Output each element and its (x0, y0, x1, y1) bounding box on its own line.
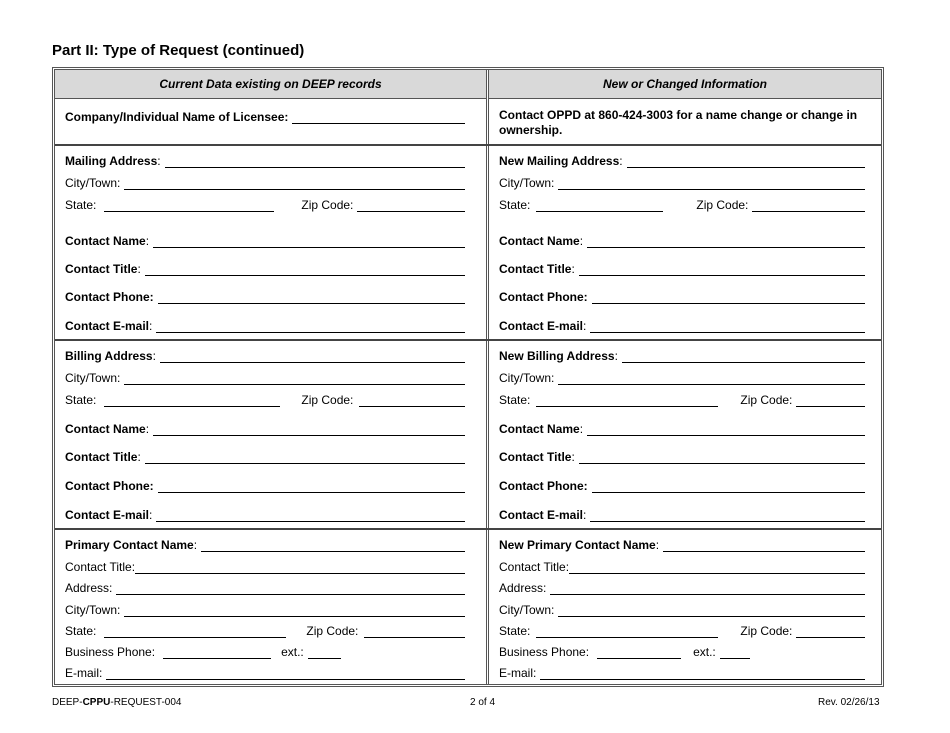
contact-title-label: Contact Title (499, 450, 572, 464)
billing-contact-phone-field[interactable] (158, 480, 465, 493)
state-label: State: (65, 624, 97, 638)
zip-label: Zip Code: (301, 393, 354, 407)
state-label: State: (499, 198, 531, 212)
new-mailing-address-label: New Mailing Address (499, 154, 620, 168)
billing-contact-name-row (65, 420, 465, 436)
colon: : (571, 262, 575, 276)
billing-contact-name-field[interactable] (153, 423, 465, 436)
primary-title-row (65, 558, 465, 574)
address-label: Address: (499, 581, 547, 595)
contact-phone-label: Contact Phone: (499, 290, 588, 304)
new-mailing-state-zip-row (499, 196, 865, 212)
section-divider (55, 528, 881, 530)
primary-title-label: Contact Title: (499, 560, 570, 574)
colon: : (137, 262, 141, 276)
new-mailing-contact-phone-field[interactable] (592, 291, 865, 304)
primary-state-zip-row (65, 622, 465, 638)
primary-email-field[interactable] (106, 667, 465, 680)
colon: : (193, 538, 198, 552)
contact-phone-label: Contact Phone: (65, 290, 154, 304)
company-name-field[interactable] (292, 111, 465, 124)
colon: : (149, 508, 153, 522)
new-primary-phone-row (499, 643, 799, 659)
new-mailing-address-field[interactable] (627, 155, 865, 168)
ext-label: ext.: (281, 645, 304, 659)
city-label: City/Town: (499, 603, 555, 617)
contact-email-label: Contact E-mail (65, 319, 150, 333)
new-billing-city-field[interactable] (558, 372, 865, 385)
colon: : (619, 154, 623, 168)
billing-city-row (65, 369, 465, 385)
new-mailing-address-row (499, 152, 865, 168)
state-label: State: (499, 624, 531, 638)
billing-state-field[interactable] (104, 394, 280, 407)
billing-state-zip-row (65, 391, 465, 407)
primary-state-field[interactable] (104, 625, 286, 638)
new-mailing-contact-name-field[interactable] (587, 235, 865, 248)
primary-title-field[interactable] (135, 561, 465, 574)
colon: : (579, 422, 584, 436)
mailing-contact-name-field[interactable] (153, 235, 465, 248)
current-data-column (55, 70, 486, 684)
billing-contact-title-row (65, 448, 465, 464)
primary-title-label: Contact Title: (65, 560, 136, 574)
section-divider (55, 339, 881, 341)
colon: : (579, 234, 584, 248)
billing-zip-field[interactable] (359, 394, 465, 407)
primary-address-field[interactable] (116, 582, 465, 595)
mailing-contact-title-row (65, 260, 465, 276)
new-billing-contact-name-field[interactable] (587, 423, 865, 436)
colon: : (152, 349, 156, 363)
new-billing-contact-title-row (499, 448, 865, 464)
new-billing-contact-name-row (499, 420, 865, 436)
primary-city-field[interactable] (124, 604, 465, 617)
email-label: E-mail: (499, 666, 537, 680)
page-number: 2 of 4 (470, 697, 496, 708)
new-billing-state-field[interactable] (536, 394, 718, 407)
new-primary-state-field[interactable] (536, 625, 718, 638)
business-phone-label: Business Phone: (499, 645, 590, 659)
new-mailing-zip-field[interactable] (752, 199, 865, 212)
billing-city-field[interactable] (124, 372, 465, 385)
form-id-prefix: DEEP- (52, 697, 83, 708)
contact-name-label: Contact Name (499, 422, 580, 436)
new-info-header: New or Changed Information (489, 70, 881, 99)
city-label: City/Town: (65, 371, 121, 385)
billing-contact-email-field[interactable] (156, 509, 465, 522)
mailing-contact-phone-field[interactable] (158, 291, 465, 304)
new-mailing-contact-phone-row (499, 288, 865, 304)
new-primary-address-field[interactable] (550, 582, 865, 595)
colon: : (571, 450, 575, 464)
primary-phone-field[interactable] (163, 646, 271, 659)
ownership-note: Contact OPPD at 860-424-3003 for a name change or change in ownership. (499, 108, 858, 137)
state-label: State: (65, 393, 97, 407)
company-name-label: Company/Individual Name of Licensee: (65, 110, 289, 124)
contact-title-label: Contact Title (65, 450, 138, 464)
primary-phone-row (65, 643, 365, 659)
address-label: Address: (65, 581, 113, 595)
contact-title-label: Contact Title (499, 262, 572, 276)
new-primary-ext-field[interactable] (720, 646, 750, 659)
contact-email-label: Contact E-mail (499, 508, 584, 522)
new-billing-address-label: New Billing Address (499, 349, 615, 363)
city-label: City/Town: (65, 603, 121, 617)
contact-phone-label: Contact Phone: (499, 479, 588, 493)
zip-label: Zip Code: (740, 624, 793, 638)
colon: : (137, 450, 141, 464)
company-name-row (65, 108, 465, 124)
colon: : (583, 319, 587, 333)
mailing-address-label: Mailing Address (65, 154, 158, 168)
primary-email-row (65, 664, 465, 680)
billing-contact-title-field[interactable] (145, 451, 465, 464)
new-primary-contact-field[interactable] (663, 539, 865, 552)
contact-email-label: Contact E-mail (499, 319, 584, 333)
mailing-contact-title-field[interactable] (145, 263, 465, 276)
new-primary-contact-label: New Primary Contact Name (499, 538, 656, 552)
new-info-column (489, 70, 881, 684)
mailing-contact-phone-row (65, 288, 465, 304)
contact-email-label: Contact E-mail (65, 508, 150, 522)
email-label: E-mail: (65, 666, 103, 680)
new-primary-city-field[interactable] (558, 604, 865, 617)
new-billing-contact-email-field[interactable] (590, 509, 865, 522)
new-billing-contact-phone-field[interactable] (592, 480, 865, 493)
new-mailing-contact-title-field[interactable] (579, 263, 865, 276)
new-primary-title-row (499, 558, 865, 574)
new-billing-state-zip-row (499, 391, 865, 407)
new-mailing-contact-email-field[interactable] (590, 320, 865, 333)
billing-address-field[interactable] (160, 350, 465, 363)
revision-date: Rev. 02/26/13 (818, 697, 880, 708)
new-mailing-contact-title-row (499, 260, 865, 276)
new-billing-address-field[interactable] (622, 350, 865, 363)
contact-title-label: Contact Title (65, 262, 138, 276)
new-mailing-contact-email-row (499, 317, 865, 333)
new-primary-email-field[interactable] (540, 667, 865, 680)
billing-contact-email-row (65, 506, 465, 522)
billing-address-label: Billing Address (65, 349, 153, 363)
colon: : (614, 349, 618, 363)
contact-name-label: Contact Name (65, 422, 146, 436)
mailing-state-zip-row (65, 196, 465, 212)
primary-contact-row (65, 536, 465, 552)
new-primary-state-zip-row (499, 622, 865, 638)
new-primary-address-row (499, 579, 865, 595)
new-billing-contact-email-row (499, 506, 865, 522)
mailing-contact-email-row (65, 317, 465, 333)
new-billing-address-row (499, 347, 865, 363)
zip-label: Zip Code: (301, 198, 354, 212)
contact-name-label: Contact Name (65, 234, 146, 248)
form-id (52, 697, 182, 708)
colon: : (583, 508, 587, 522)
primary-address-row (65, 579, 465, 595)
zip-label: Zip Code: (696, 198, 749, 212)
colon: : (145, 422, 150, 436)
state-label: State: (65, 198, 97, 212)
request-form-table (52, 67, 884, 687)
contact-phone-label: Contact Phone: (65, 479, 154, 493)
new-primary-email-row (499, 664, 865, 680)
mailing-city-field[interactable] (124, 177, 465, 190)
new-primary-title-field[interactable] (569, 561, 865, 574)
primary-ext-field[interactable] (308, 646, 341, 659)
new-billing-contact-title-field[interactable] (579, 451, 865, 464)
new-primary-contact-row (499, 536, 865, 552)
primary-contact-field[interactable] (201, 539, 465, 552)
form-id-bold: CPPU (82, 697, 111, 708)
primary-contact-label: Primary Contact Name (65, 538, 194, 552)
ext-label: ext.: (693, 645, 716, 659)
primary-city-row (65, 601, 465, 617)
page-title: Part II: Type of Request (continued) (52, 42, 305, 59)
colon: : (145, 234, 150, 248)
contact-name-label: Contact Name (499, 234, 580, 248)
business-phone-label: Business Phone: (65, 645, 156, 659)
new-mailing-city-field[interactable] (558, 177, 865, 190)
new-mailing-contact-name-row (499, 232, 865, 248)
new-primary-zip-field[interactable] (796, 625, 865, 638)
primary-zip-field[interactable] (364, 625, 465, 638)
billing-contact-phone-row (65, 477, 465, 493)
city-label: City/Town: (499, 176, 555, 190)
new-mailing-state-field[interactable] (536, 199, 663, 212)
state-label: State: (499, 393, 531, 407)
billing-address-row (65, 347, 465, 363)
mailing-address-row (65, 152, 465, 168)
new-primary-phone-field[interactable] (597, 646, 681, 659)
zip-label: Zip Code: (740, 393, 793, 407)
new-billing-zip-field[interactable] (796, 394, 865, 407)
mailing-address-field[interactable] (165, 155, 465, 168)
mailing-contact-name-row (65, 232, 465, 248)
current-data-header: Current Data existing on DEEP records (55, 70, 486, 99)
mailing-zip-field[interactable] (357, 199, 465, 212)
section-divider (55, 144, 881, 146)
new-billing-city-row (499, 369, 865, 385)
city-label: City/Town: (499, 371, 555, 385)
new-mailing-city-row (499, 174, 865, 190)
form-id-suffix: -REQUEST-004 (110, 697, 182, 708)
mailing-city-row (65, 174, 465, 190)
new-primary-city-row (499, 601, 865, 617)
colon: : (655, 538, 660, 552)
city-label: City/Town: (65, 176, 121, 190)
colon: : (157, 154, 161, 168)
colon: : (149, 319, 153, 333)
new-billing-contact-phone-row (499, 477, 865, 493)
mailing-state-field[interactable] (104, 199, 274, 212)
mailing-contact-email-field[interactable] (156, 320, 465, 333)
zip-label: Zip Code: (306, 624, 359, 638)
